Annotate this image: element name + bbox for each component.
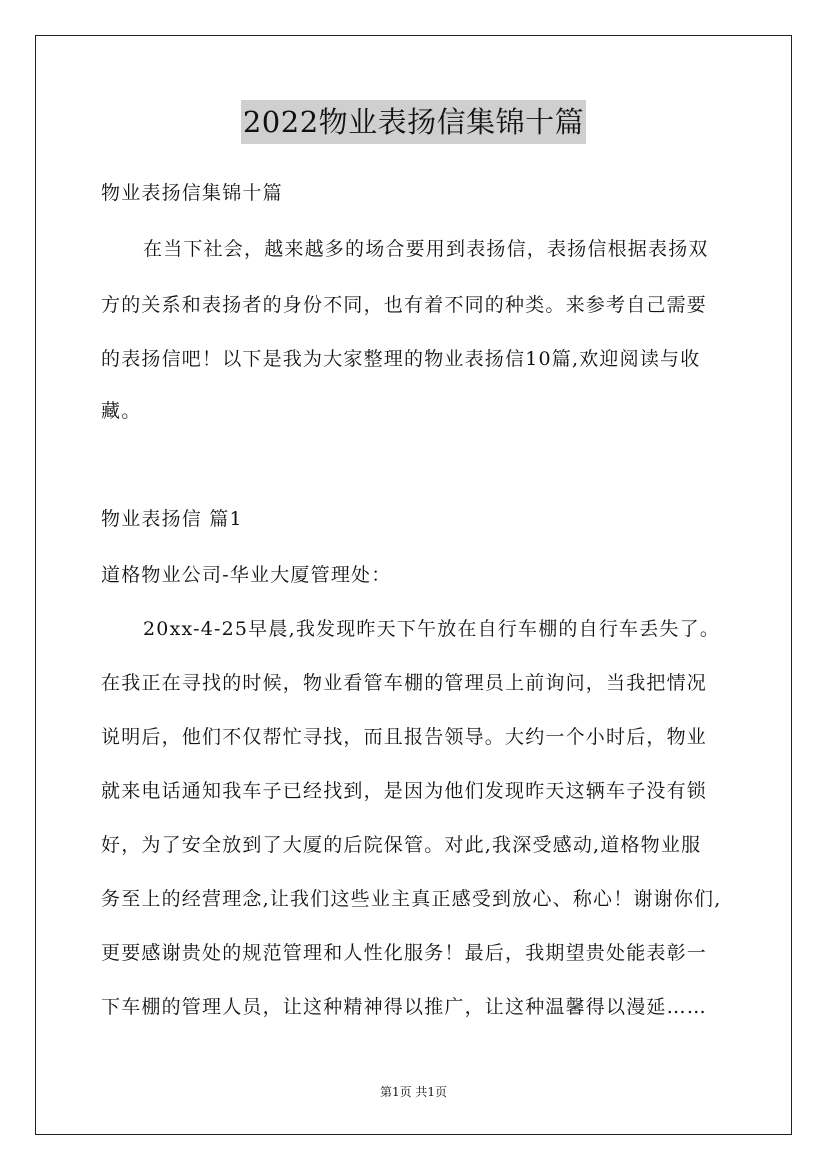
section-heading: 物业表扬信 篇1: [101, 508, 243, 530]
intro-line-1: 在当下社会，越来越多的场合要用到表扬信，表扬信根据表扬双: [143, 238, 709, 260]
document-title: [0, 100, 827, 144]
letter-salutation: 道格物业公司-华业大厦管理处：: [101, 564, 392, 586]
intro-line-2: 方的关系和表扬者的身份不同，也有着不同的种类。来参考自己需要: [101, 294, 708, 316]
letter-line-1: 20xx-4-25早晨,我发现昨天下午放在自行车棚的自行车丢失了。: [143, 618, 721, 640]
intro-line-3: 的表扬信吧！以下是我为大家整理的物业表扬信10篇,欢迎阅读与收: [101, 348, 701, 370]
document-title-text: 2022物业表扬信集锦十篇: [241, 100, 586, 144]
intro-line-4: 藏。: [101, 400, 142, 422]
letter-line-5: 好，为了安全放到了大厦的后院保管。对此,我深受感动,道格物业服: [101, 834, 702, 856]
letter-line-2: 在我正在寻找的时候，物业看管车棚的管理员上前询问，当我把情况: [101, 672, 708, 694]
page-footer: 第1页 共1页: [379, 1085, 448, 1099]
letter-line-8: 下车棚的管理人员，让这种精神得以推广，让这种温馨得以漫延……: [101, 996, 708, 1018]
letter-line-3: 说明后，他们不仅帮忙寻找，而且报告领导。大约一个小时后，物业: [101, 726, 708, 748]
subtitle-line: 物业表扬信集锦十篇: [101, 182, 283, 204]
letter-line-7: 更要感谢贵处的规范管理和人性化服务！最后，我期望贵处能表彰一: [101, 942, 708, 964]
letter-line-6: 务至上的经营理念,让我们这些业主真正感受到放心、称心！谢谢你们,: [101, 888, 722, 910]
letter-line-4: 就来电话通知我车子已经找到，是因为他们发现昨天这辆车子没有锁: [101, 780, 708, 802]
